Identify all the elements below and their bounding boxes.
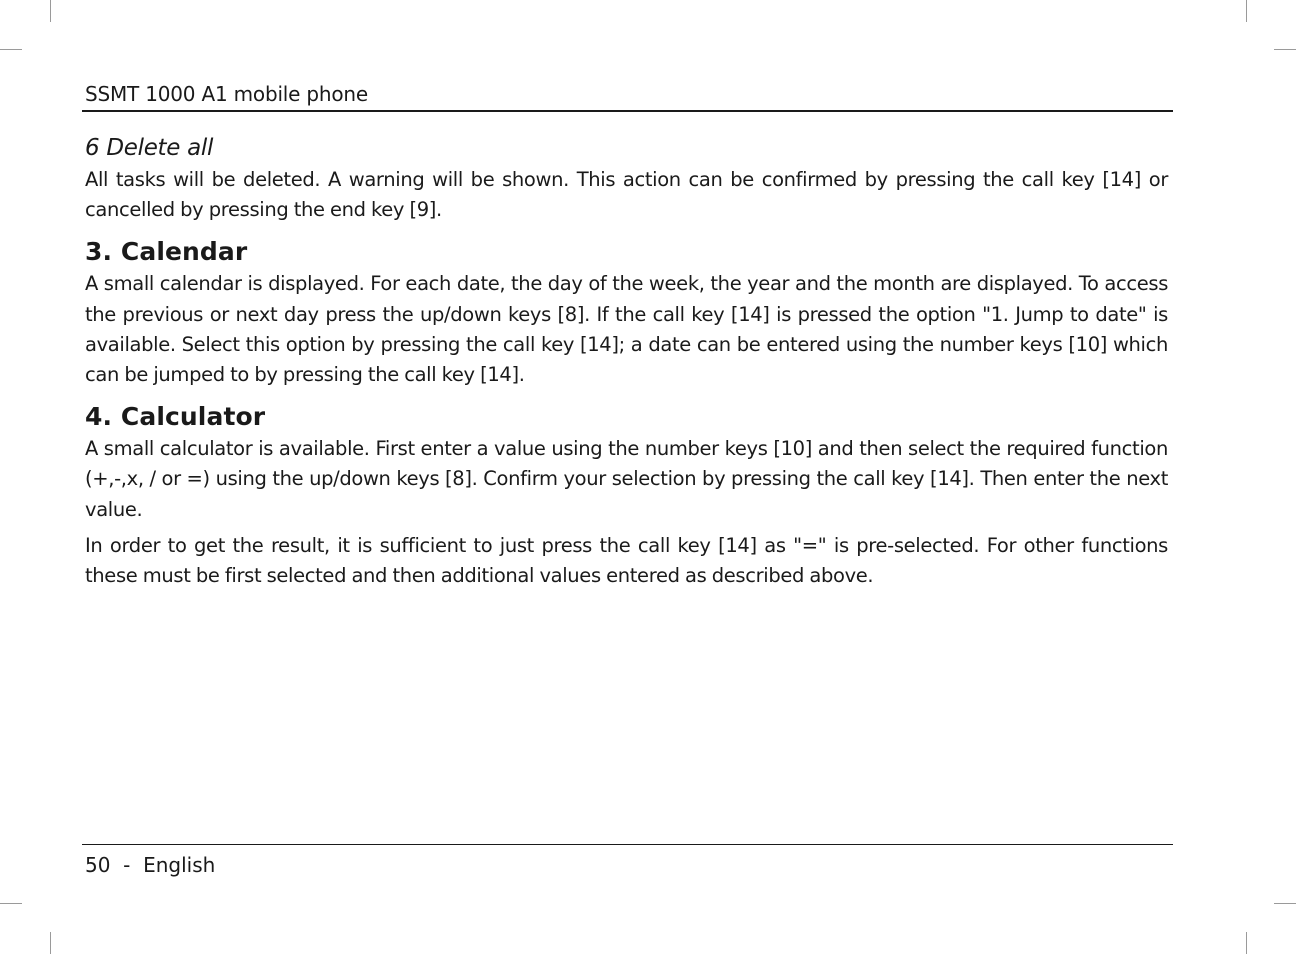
delete-all-paragraph: All tasks will be deleted. A warning will be shown. This action can be confirmed by pressing the call key [14] or cancelled by pressing the end key [9]. (85, 168, 1168, 222)
delete-all-heading: 6 Delete all (85, 135, 214, 161)
crop-mark-bottom-right-h (1274, 903, 1296, 904)
footer-rule (82, 844, 1173, 845)
crop-mark-bottom-left (50, 932, 51, 954)
crop-mark-top-left (50, 0, 51, 22)
crop-mark-top-right (1246, 0, 1247, 22)
calculator-paragraph-2: In order to get the result, it is sufficient to just press the call key [14] as "=" is pre-selected. For other functions these must be first selected and then additional values entered as described above. (85, 533, 1168, 588)
crop-mark-top-right-h (1274, 49, 1296, 50)
crop-mark-top-left-h (0, 49, 22, 50)
page-number-footer: 50 - English (85, 853, 216, 877)
calculator-heading: 4. Calculator (85, 402, 266, 432)
crop-mark-bottom-left-h (0, 903, 22, 904)
calendar-heading: 3. Calendar (85, 237, 248, 267)
calculator-paragraph-1: A small calculator is available. First enter a value using the number keys [10] and then select the required function (+,-,x, / or =) using the up/down keys [8]. Confirm your selection by pressing the call key [14]. Then enter the next value. (85, 437, 1168, 521)
crop-mark-bottom-right (1246, 932, 1247, 954)
header-rule (82, 110, 1173, 112)
calendar-paragraph: A small calendar is displayed. For each date, the day of the week, the year and the month are displayed. To access the previous or next day press the up/down keys [8]. If the call key [14] is pressed the option "1. Jump to date" is available. Select this option by pressing the call key [14]; a date can be entered using the number keys [10] which can be jumped to by pressing the call key [14]. (85, 272, 1168, 387)
page-content (85, 131, 1168, 591)
running-header: SSMT 1000 A1 mobile phone (85, 82, 369, 106)
